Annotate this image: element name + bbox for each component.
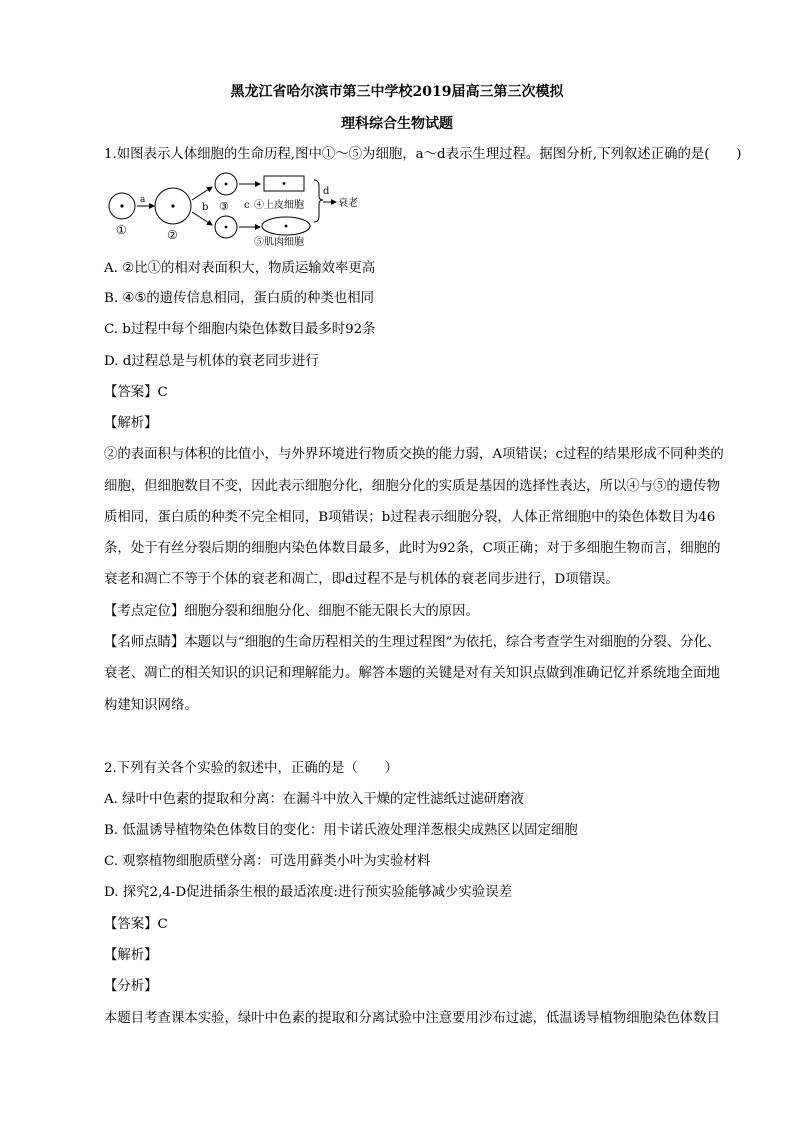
mingshi-text-1: 本题以与“细胞的生命历程相关的生理过程图”为依托，综合考查学生对细胞的分裂、分化、	[184, 635, 721, 650]
paper-subtitle: 理科综合生物试题	[341, 116, 453, 132]
q2-option-d: D. 探究2,4-D促进插条生根的最适浓度:进行预实验能够减少实验误差	[104, 885, 512, 900]
q2-option-b: B. 低温诱导植物染色体数目的变化：用卡诺氏液处理洋葱根尖成熟区以固定细胞	[104, 823, 578, 838]
cell-life-history-figure	[104, 172, 364, 248]
cell-2-label: ②	[167, 228, 178, 242]
q1-mingshi-line-1	[104, 633, 720, 653]
q1-analysis-line-4: 条，处于有丝分裂后期的细胞内染色体数目最多，此时为92条，C项正确；对于多细胞生物而言，细胞的	[104, 541, 721, 556]
q1-kaodian	[104, 602, 479, 622]
cell-1-label: ①	[116, 223, 127, 237]
q2-stem: 2.下列有关各个实验的叙述中，正确的是（ ）	[104, 761, 398, 776]
q1-analysis-line-5: 衰老和凋亡不等于个体的衰老和凋亡，即d过程不是与机体的衰老同步进行，D项错误。	[104, 572, 619, 587]
process-b-label: b	[202, 202, 209, 213]
q1-option-c: C. b过程中每个细胞内染色体数目最多时92条	[104, 322, 376, 337]
q1-option-d: D. d过程总是与机体的衰老同步进行	[104, 354, 319, 369]
q1-stem: 1.如图表示人体细胞的生命历程,图中①～⑤为细胞，a～d表示生理过程。据图分析,下列叙述正确的是( )	[104, 147, 742, 162]
q1-option-a: A. ②比①的相对表面积大，物质运输效率更高	[104, 261, 376, 276]
q1-analysis-line-1: ②的表面积与体积的比值小，与外界环境进行物质交换的能力弱，A项错误；c过程的结果形成不同种类的	[104, 447, 724, 462]
mingshi-label: 【名师点睛】	[104, 635, 185, 650]
q1-mingshi-line-3: 构建知识网络。	[104, 698, 198, 713]
process-a-label: a	[140, 195, 146, 205]
kaodian-text: 细胞分裂和细胞分化、细胞不能无限长大的原因。	[184, 604, 479, 619]
q2-option-a: A. 绿叶中色素的提取和分离：在漏斗中放入干燥的定性滤纸过滤研磨液	[104, 792, 524, 807]
cell-4-label: ④上皮细胞	[254, 200, 304, 211]
q2-fenxi-line-1: 本题目考查课本实验，绿叶中色素的提取和分离试验中注意要用沙布过滤，低温诱导植物细胞染色体数目	[104, 1011, 720, 1026]
process-c-label: c	[244, 200, 250, 211]
q1-answer: 【答案】C	[104, 385, 168, 400]
paper-title: 黑龙江省哈尔滨市第三中学校2019届高三第三次模拟	[230, 84, 564, 100]
kaodian-label: 【考点定位】	[104, 604, 185, 619]
q2-answer: 【答案】C	[104, 917, 168, 932]
q2-analysis-label: 【解析】	[104, 948, 158, 963]
q1-option-b: B. ④⑤的遗传信息相同，蛋白质的种类也相同	[104, 291, 375, 306]
cell-3-label: ③	[219, 200, 229, 213]
process-d-label: d	[323, 186, 330, 197]
senescence-label: 衰老	[338, 198, 358, 209]
q2-option-c: C. 观察植物细胞质壁分离：可选用藓类小叶为实验材料	[104, 854, 431, 869]
q2-fenxi-label: 【分析】	[104, 979, 158, 994]
q1-analysis-line-3: 质相同，蛋白质的种类不完全相同，B项错误；b过程表示细胞分裂，人体正常细胞中的染色体数目为46	[104, 510, 716, 525]
q1-analysis-line-2: 细胞，但细胞数目不变，因此表示细胞分化，细胞分化的实质是基因的选择性表达，所以④与⑤的遗传物	[104, 479, 720, 494]
q1-mingshi-line-2: 衰老、凋亡的相关知识的识记和理解能力。解答本题的关键是对有关知识点做到准确记忆并系统地全面地	[104, 666, 720, 681]
q1-analysis-label: 【解析】	[104, 416, 158, 431]
cell-5-label: ⑤肌肉细胞	[254, 237, 304, 248]
